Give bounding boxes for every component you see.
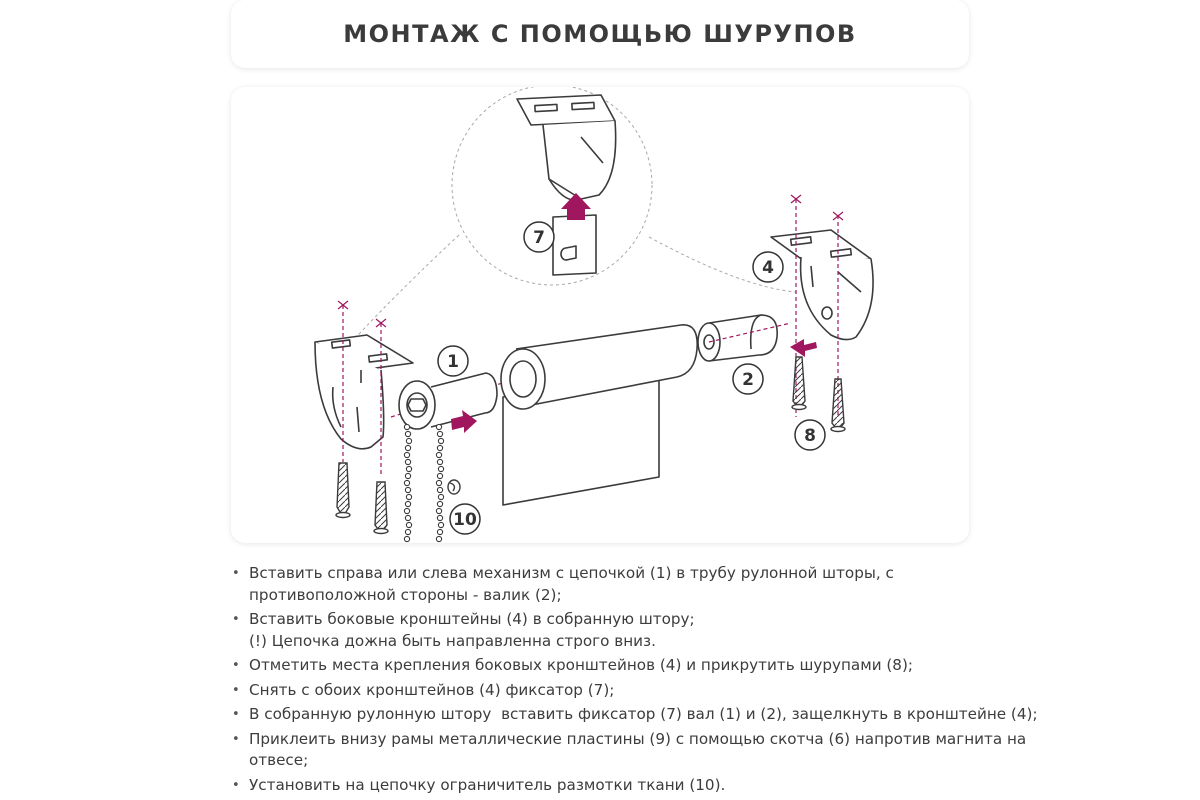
svg-text:7: 7 xyxy=(533,228,545,248)
left-arrow-icon xyxy=(790,339,817,357)
svg-text:1: 1 xyxy=(447,352,459,372)
diagram-card xyxy=(231,87,969,543)
chain-mechanism xyxy=(399,373,497,429)
svg-text:2: 2 xyxy=(742,370,754,390)
bullet-icon: • xyxy=(232,682,240,698)
screw-right-2 xyxy=(831,379,845,432)
bead-chain xyxy=(404,424,443,541)
callout-4 xyxy=(753,252,783,282)
step-line: В собранную рулонную штору вставить фиксатор (7) вал (1) и (2), защелкнуть в кронштейне (4); xyxy=(249,705,1038,723)
instruction-step xyxy=(232,680,992,702)
step-line: Вставить боковые кронштейны (4) в собранную штору; xyxy=(249,610,695,628)
roller-blind xyxy=(501,325,697,505)
installation-diagram xyxy=(231,87,969,543)
svg-text:4: 4 xyxy=(762,258,774,278)
detail-latch xyxy=(553,215,596,275)
roller-plug xyxy=(698,315,777,361)
detail-bracket xyxy=(517,95,616,200)
left-bracket xyxy=(315,335,413,449)
instruction-step xyxy=(232,704,1038,726)
page-title: МОНТАЖ С ПОМОЩЬЮ ШУРУПОВ xyxy=(343,20,857,48)
svg-text:10: 10 xyxy=(453,510,477,530)
screw-left-2 xyxy=(374,482,388,534)
step-line: Установить на цепочку ограничитель размотки ткани (10). xyxy=(249,775,726,794)
callout-2 xyxy=(733,364,763,394)
instruction-list xyxy=(232,563,1038,799)
callout-10 xyxy=(450,504,480,534)
callout-1 xyxy=(438,346,468,376)
right-bracket xyxy=(771,230,873,340)
step-line: (!) Цепочка дожна быть направленна строго вниз. xyxy=(249,631,656,650)
bullet-icon: • xyxy=(232,566,240,581)
bullet-icon: • xyxy=(232,731,240,747)
step-line: Приклеить внизу рамы металлические пластины (9) с помощью скотча (6) напротив магнита на xyxy=(249,729,1027,748)
step-line: Снять с обоих кронштейнов (4) фиксатор (7); xyxy=(249,680,615,699)
instruction-step xyxy=(232,563,992,606)
instruction-step xyxy=(232,729,1027,772)
step-line: Отметить места крепления боковых кронштейнов (4) и прикрутить шурупами (8); xyxy=(249,656,914,674)
bullet-icon: • xyxy=(232,777,240,793)
bullet-icon: • xyxy=(232,707,240,722)
bullet-icon: • xyxy=(232,612,240,627)
instruction-step xyxy=(232,609,992,652)
chain-stopper xyxy=(448,480,460,494)
screw-left-1 xyxy=(336,463,350,518)
step-line: отвесе; xyxy=(249,751,309,769)
screw-right-1 xyxy=(792,357,806,410)
step-line: Вставить справа или слева механизм с цепочкой (1) в трубу рулонной шторы, с xyxy=(249,564,894,582)
title-card xyxy=(231,0,969,68)
svg-text:8: 8 xyxy=(804,426,816,446)
step-line: противоположной стороны - валик (2); xyxy=(249,585,562,604)
callout-7 xyxy=(524,222,554,252)
bullet-icon: • xyxy=(232,658,240,673)
instruction-step xyxy=(232,775,992,797)
instruction-step xyxy=(232,655,992,677)
callout-8 xyxy=(795,420,825,450)
